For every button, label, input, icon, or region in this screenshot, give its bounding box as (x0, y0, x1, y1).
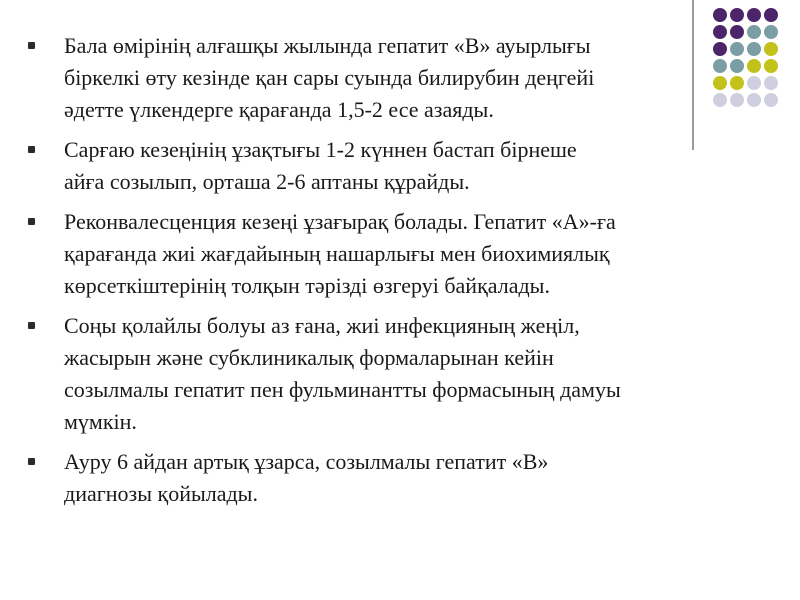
bullet-item (28, 446, 718, 510)
decorative-dot (730, 42, 744, 56)
decorative-dot (747, 42, 761, 56)
bullet-item (28, 310, 718, 438)
decorative-dot (764, 59, 778, 73)
bullet-item (28, 206, 718, 302)
bullet-icon (28, 322, 35, 329)
bullet-text: Реконвалесценция кезеңі ұзағырақ болады. Гепатит «А»-ға қарағанда жиі жағдайының нашарлығы мен биохимиялық көрсеткіштерінің толқын тәрізді өзгеруі байқалады. (64, 209, 616, 298)
decorative-dot (764, 42, 778, 56)
decorative-dot (747, 59, 761, 73)
bullet-item (28, 30, 718, 126)
decorative-dot (730, 25, 744, 39)
decorative-dot (747, 93, 761, 107)
bullet-text: Сарғаю кезеңінің ұзақтығы 1-2 күннен бастап бірнеше айға созылып, орташа 2-6 аптаны құрайды. (64, 137, 577, 194)
bullet-icon (28, 218, 35, 225)
decorative-dot (764, 76, 778, 90)
decorative-dot (747, 25, 761, 39)
bullet-text: Ауру 6 айдан артық ұзарса, созылмалы гепатит «В» диагнозы қойылады. (64, 449, 549, 506)
bullet-icon (28, 146, 35, 153)
bullet-icon (28, 42, 35, 49)
bullet-list (28, 30, 718, 518)
decorative-dot (730, 59, 744, 73)
decorative-dot (764, 25, 778, 39)
decorative-dot (730, 8, 744, 22)
decorative-dot (730, 93, 744, 107)
bullet-icon (28, 458, 35, 465)
bullet-item (28, 134, 718, 198)
bullet-text: Бала өмірінің алғашқы жылында гепатит «В» ауырлығы біркелкі өту кезінде қан сары суында билирубин деңгейі әдетте үлкендерге қарағанда 1,5-2 есе азаяды. (64, 33, 595, 122)
decorative-dot (747, 76, 761, 90)
decorative-dot (730, 76, 744, 90)
decorative-dot (713, 8, 727, 22)
decorative-dot (764, 93, 778, 107)
bullet-text: Соңы қолайлы болуы аз ғана, жиі инфекцияның жеңіл, жасырын және субклиникалық формаларынан кейін созылмалы гепатит пен фульминантты формасының дамуы мүмкін. (64, 313, 621, 434)
decorative-dot (764, 8, 778, 22)
decorative-dot (747, 8, 761, 22)
